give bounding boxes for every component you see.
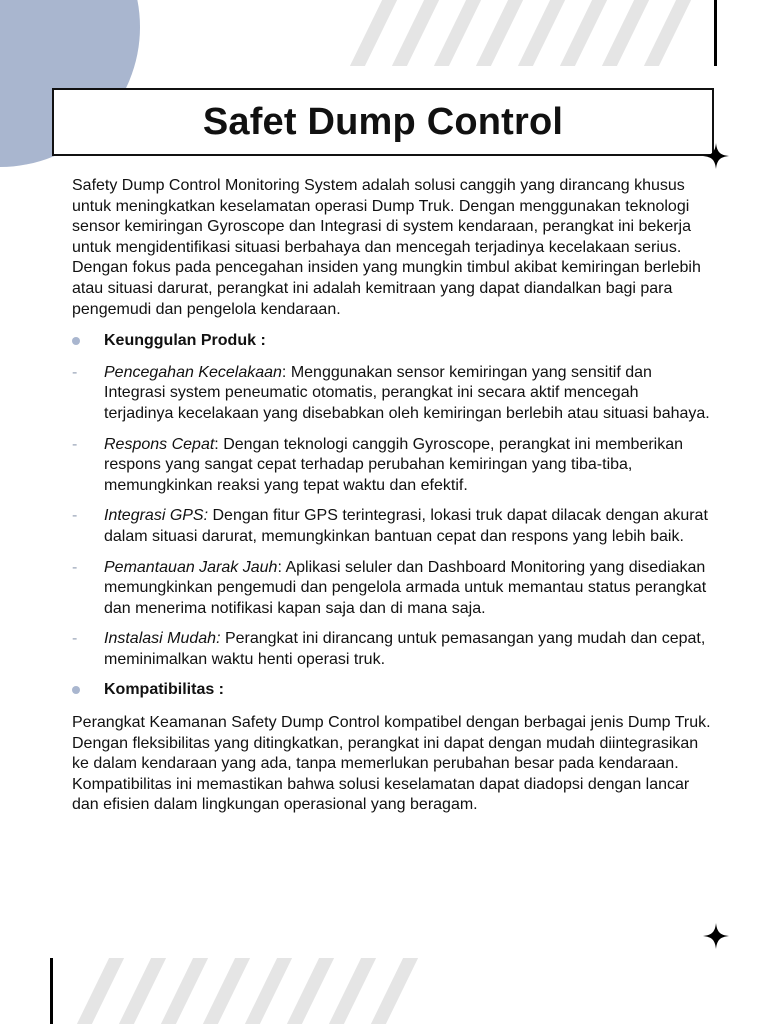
section-heading-keunggulan: Keunggulan Produk : xyxy=(72,331,712,352)
item-text: Dengan teknologi canggih Gyroscope, perangkat ini memberikan respons yang sangat cepat terhadap perubahan kemiringan yang tiba-tiba, memungkinkan reaksi yang tepat waktu dan efektif. xyxy=(104,435,684,494)
decorative-line-top xyxy=(714,0,717,66)
item-text: Aplikasi seluler dan Dashboard Monitoring yang disediakan memungkinkan pengemudi dan pengelola armada untuk memantau status perangkat dan menerima notifikasi kapan saja dan di mana saja. xyxy=(104,558,707,617)
item-term: Integrasi GPS: xyxy=(104,507,209,525)
list-item: - Pencegahan Kecelakaan: Menggunakan sensor kemiringan yang sensitif dan Integrasi system peneumatic otomatis, perangkat ini secara aktif mencegah terjadinya kecelakaan yang disebabkan oleh kemiringan berlebih atau situasi bahaya. xyxy=(72,363,710,422)
decorative-line-bottom xyxy=(50,958,53,1024)
decorative-stripes-top xyxy=(366,0,702,66)
sparkle-icon xyxy=(703,923,729,949)
item-text: Perangkat ini dirancang untuk pemasangan yang mudah dan cepat, meminimalkan waktu henti operasi truk. xyxy=(104,630,706,668)
dash-icon: - xyxy=(72,435,78,453)
bullet-dot-icon xyxy=(72,337,80,345)
dash-icon: - xyxy=(72,507,78,525)
bullet-dot-icon xyxy=(72,686,80,694)
section-heading-kompatibilitas: Kompatibilitas : xyxy=(72,680,712,701)
list-item xyxy=(72,629,712,670)
sparkle-icon xyxy=(703,143,729,169)
item-text: Menggunakan sensor kemiringan yang sensitif dan Integrasi system peneumatic otomatis, perangkat ini secara aktif mencegah terjadinya kecelakaan yang disebabkan oleh kemiringan berlebih atau situasi bahaya. xyxy=(104,363,710,422)
decorative-stripes-bottom xyxy=(93,958,429,1024)
list-item: - Pemantauan Jarak Jauh: Aplikasi seluler dan Dashboard Monitoring yang disediakan memungkinkan pengemudi dan pengelola armada untuk memantau status perangkat dan menerima notifikasi kapan saja dan di mana saja. xyxy=(72,558,707,617)
item-term: Pemantauan Jarak Jauh xyxy=(104,558,278,576)
compatibility-paragraph: Perangkat Keamanan Safety Dump Control kompatibel dengan berbagai jenis Dump Truk. Dengan fleksibilitas yang ditingkatkan, perangkat ini dapat dengan mudah diintegrasikan ke dalam kendaraan yang ada, tanpa memerlukan perubahan besar pada kendaraan. Kompatibilitas ini memastikan bahwa solusi keselamatan dapat diadopsi dengan lancar dan efisien dalam lingkungan operasional yang beragam. xyxy=(72,714,711,814)
list-item xyxy=(72,506,712,547)
document-body xyxy=(72,176,712,816)
dash-icon: - xyxy=(72,558,78,576)
page-title: Safet Dump Control xyxy=(202,100,564,143)
dash-icon: - xyxy=(72,363,78,381)
item-term: Respons Cepat xyxy=(104,435,215,453)
dash-icon: - xyxy=(72,630,78,648)
intro-paragraph: Safety Dump Control Monitoring System adalah solusi canggih yang dirancang khusus untuk meningkatkan keselamatan operasi Dump Truk. Dengan menggunakan teknologi sensor kemiringan Gyroscope dan Integrasi di system kendaraan, perangkat ini bekerja untuk mengidentifikasi situasi berbahaya dan mencegah terjadinya kecelakaan serius. Dengan fokus pada pencegahan insiden yang mungkin timbul akibat kemiringan berlebih atau situasi darurat, perangkat ini adalah kemitraan yang dapat diandalkan bagi para pengemudi dan pengelola kendaraan. xyxy=(72,177,701,318)
item-term: Instalasi Mudah: xyxy=(104,630,221,648)
item-term: Pencegahan Kecelakaan xyxy=(104,363,282,381)
list-item: - Respons Cepat: Dengan teknologi canggih Gyroscope, perangkat ini memberikan respons yang sangat cepat terhadap perubahan kemiringan yang tiba-tiba, memungkinkan reaksi yang tepat waktu dan efektif. xyxy=(72,435,684,494)
item-text: Dengan fitur GPS terintegrasi, lokasi truk dapat dilacak dengan akurat dalam situasi darurat, memungkinkan bantuan cepat dan respons yang lebih baik. xyxy=(104,507,708,545)
title-box xyxy=(52,88,714,156)
